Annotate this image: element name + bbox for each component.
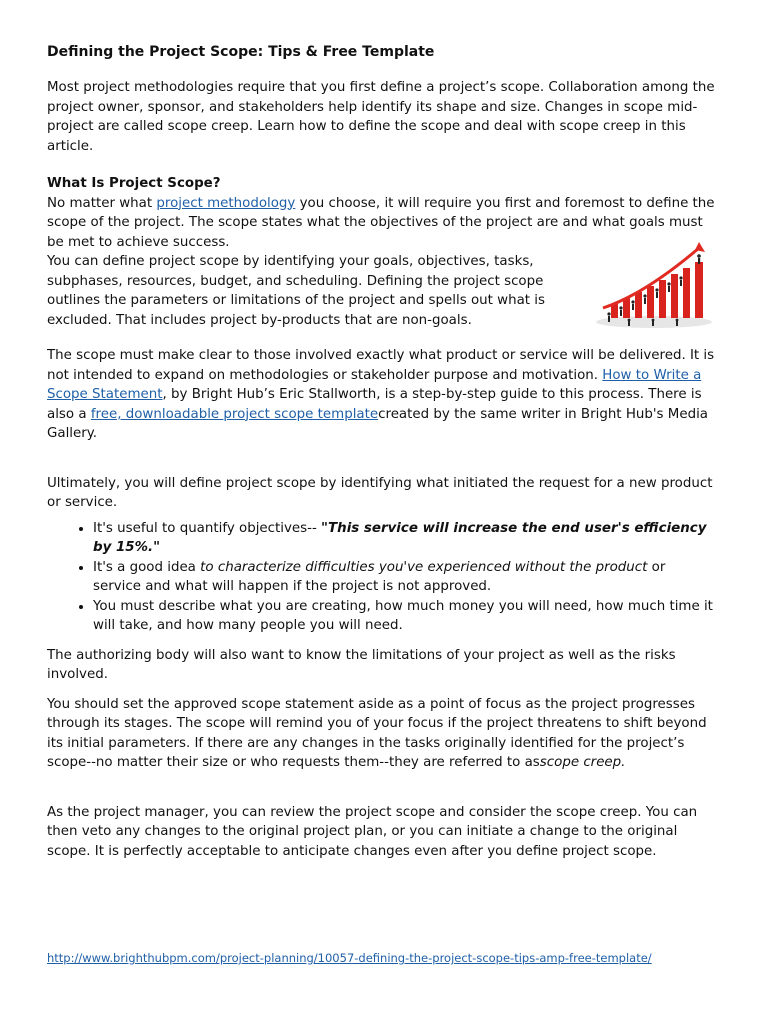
bullet-suffix: or service and what will happen if the project is not approved. bbox=[93, 559, 666, 594]
document-title: Defining the Project Scope: Tips & Free Template bbox=[47, 44, 435, 60]
paragraph-ultimately: Ultimately, you will define project scope by identifying what initiated the request for a new product or service. bbox=[47, 475, 713, 510]
intro-paragraph: Most project methodologies require that you first define a project’s scope. Collaboration among the project owner, sponsor, and stakeholders help identify its shape and size. Changes in scope mid-project are called scope creep. Learn how to define the scope and deal with scope creep in this article. bbox=[47, 80, 715, 154]
bullet-text: It's useful to quantify objectives-- bbox=[93, 520, 322, 536]
section-heading: What Is Project Scope? bbox=[47, 176, 221, 191]
growth-chart-illustration bbox=[595, 234, 713, 328]
p3-suffix-text: created by the same writer in Bright Hub's Media Gallery. bbox=[47, 406, 709, 441]
paragraph-scope-clarity bbox=[47, 346, 717, 444]
project-methodology-link[interactable]: project methodology bbox=[156, 195, 296, 211]
p3-mid-text: , by Bright Hub’s Eric Stallworth, is a step-by-step guide to this process. There is also a bbox=[47, 387, 702, 422]
p3-text: The scope must make clear to those involved exactly what product or service will be delivered. It is not intended to expand on methodologies or stakeholder purpose and motivation. bbox=[47, 348, 715, 383]
bullet-italic: to characterize difficulties you've experienced without the product bbox=[200, 559, 648, 575]
scope-template-link[interactable]: free, downloadable project scope template bbox=[90, 406, 379, 422]
scope-definition-block bbox=[47, 194, 717, 331]
scope-statement-link[interactable]: How to Write a Scope Statement bbox=[47, 367, 702, 402]
list-item bbox=[93, 519, 717, 558]
document-page bbox=[47, 36, 717, 861]
list-item: • You must describe what you are creating, how much money you will need, how much time it will take, and how many people you will need. bbox=[93, 597, 717, 636]
source-url-link[interactable]: http://www.brighthubpm.com/project-planning/10057-defining-the-project-scope-tips-amp-free-template/ bbox=[47, 951, 652, 965]
bullet-text: It's a good idea bbox=[93, 559, 201, 575]
objectives-list bbox=[47, 519, 717, 636]
paragraph-authorizing: The authorizing body will also want to know the limitations of your project as well as the risks involved. bbox=[47, 647, 676, 682]
paragraph-project-manager: As the project manager, you can review the project scope and consider the scope creep. You can then veto any changes to the original project plan, or you can initiate a change to the original scope. It is perfectly acceptable to anticipate changes even after you define project scope. bbox=[47, 804, 698, 859]
bullet-quote: "This service will increase the end user's efficiency by 15%." bbox=[93, 520, 707, 555]
p1-suffix-text: you choose, it will require you first and foremost to define the scope of the project. The scope states what the objectives of the project are and what goals must be met to achieve success. bbox=[47, 195, 715, 250]
list-item bbox=[93, 558, 717, 597]
p1-text: No matter what bbox=[47, 195, 157, 211]
p6-text: You should set the approved scope statement aside as a point of focus as the project progresses through its stages. The scope will remind you of your focus if the project threatens to shift beyond its initial parameters. If there are any changes in the tasks originally identified for the project’s scope--no matter their size or who requests them--they are referred to as bbox=[47, 696, 707, 770]
paragraph-define-scope: You can define project scope by identifying your goals, objectives, tasks, subphases, resources, budget, and scheduling. Defining the project scope outlines the parameters or limitations of the project and spells out what is excluded. That includes project by-products that are non-goals. bbox=[47, 254, 545, 328]
paragraph-approved-scope bbox=[47, 695, 717, 773]
scope-creep-italic: scope creep. bbox=[539, 755, 626, 770]
